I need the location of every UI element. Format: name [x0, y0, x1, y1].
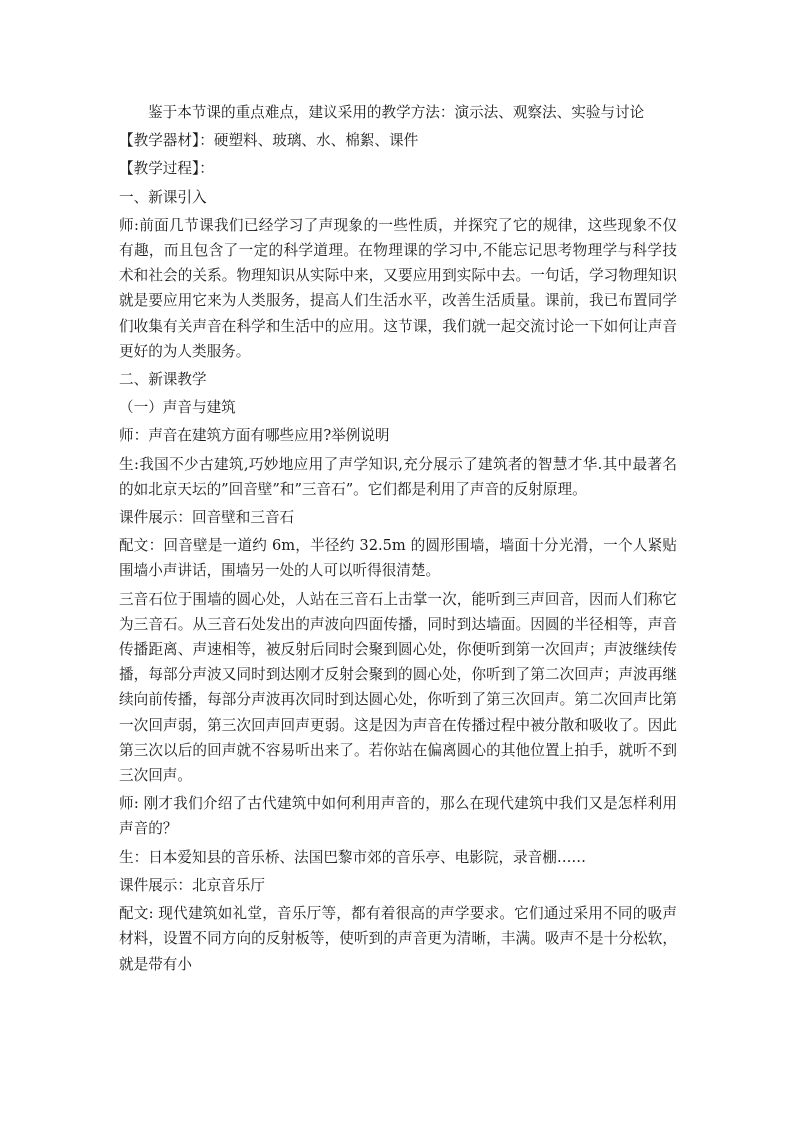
subsection-heading-sound-and-architecture: （一）声音与建筑: [119, 399, 236, 417]
section-heading-new-lesson-intro: 一、新课引入: [119, 188, 207, 206]
section-heading-new-lesson-teaching: 二、新课教学: [119, 371, 207, 389]
teacher-modern-question: 师: 刚才我们介绍了古代建筑中如何利用声音的，那么在现代建筑中我们又是怎样利用声音的？: [119, 795, 677, 838]
teacher-intro-paragraph: 师:前面几节课我们已经学习了声现象的一些性质，并探究了它的规律，这些现象不仅有趣，而且包含了一定的科学道理。在物理课的学习中,不能忘记思考物理学与科学技术和社会的关系。物理知识从实际中来，又要应用到实际中去。一句话，学习物理知识就是要应用它来为人类服务，提高人们生活水平，改善生活质量。课前，我已布置同学们收集有关声音在科学和生活中的应用。这节课，我们就一起交流讨论一下如何让声音更好的为人类服务。: [119, 216, 677, 360]
student-modern-answer: 生：日本爱知县的音乐桥、法国巴黎市郊的音乐亭、电影院，录音棚……: [119, 848, 587, 866]
student-answer-paragraph: 生:我国不少古建筑,巧妙地应用了声学知识,充分展示了建筑者的智慧才华.其中最著名的如北京天坛的”回音壁”和”三音石”。它们都是利用了声音的反射原理。: [119, 455, 677, 498]
caption-concert-hall: 配文: 现代建筑如礼堂，音乐厅等，都有着很高的声学要求。它们通过采用不同的吸声材料，设置不同方向的反射板等，使听到的声音更为清晰，丰满。吸声不是十分松软，就是带有小: [119, 905, 677, 973]
teaching-equipment-line: 【教学器材】：硬塑料、玻璃、水、棉絮、课件: [119, 132, 419, 150]
courseware-display-concert-hall: 课件展示：北京音乐厅: [119, 876, 265, 894]
document-body: [119, 100, 677, 977]
teaching-method-paragraph: 鉴于本节课的重点难点，建议采用的教学方法：演示法、观察法、实验与讨论: [148, 104, 645, 121]
courseware-display-echo-wall: 课件展示：回音壁和三音石: [119, 509, 295, 527]
three-echo-stone-paragraph: 三音石位于围墙的圆心处，人站在三音石上击掌一次，能听到三声回音，因而人们称它为三音石。从三音石处发出的声波向四面传播，同时到达墙面。因圆的半径相等，声音传播距离、声速相等，被反射后同时会聚到圆心处，你便听到第一次回声；声波继续传播，每部分声波又同时到达刚才反射会聚到的圆心处，你听到了第二次回声；声波再继续向前传播，每部分声波再次同时到达圆心处，你听到了第三次回声。第二次回声比第一次回声弱，第三次回声回声更弱。这是因为声音在传播过程中被分散和吸收了。因此第三次以后的回声就不容易听出来了。若你站在偏离圆心的其他位置上拍手，就听不到三次回声。: [119, 590, 677, 785]
teaching-process-heading: 【教学过程】：: [119, 160, 214, 178]
caption-echo-wall: 配文：回音壁是一道约 6m，半径约 32.5m 的圆形围墙，墙面十分光滑，一个人紧贴围墙小声讲话，围墙另一处的人可以听得很清楚。: [119, 537, 677, 580]
teacher-question-line: 师：声音在建筑方面有哪些应用?举例说明: [119, 427, 390, 445]
